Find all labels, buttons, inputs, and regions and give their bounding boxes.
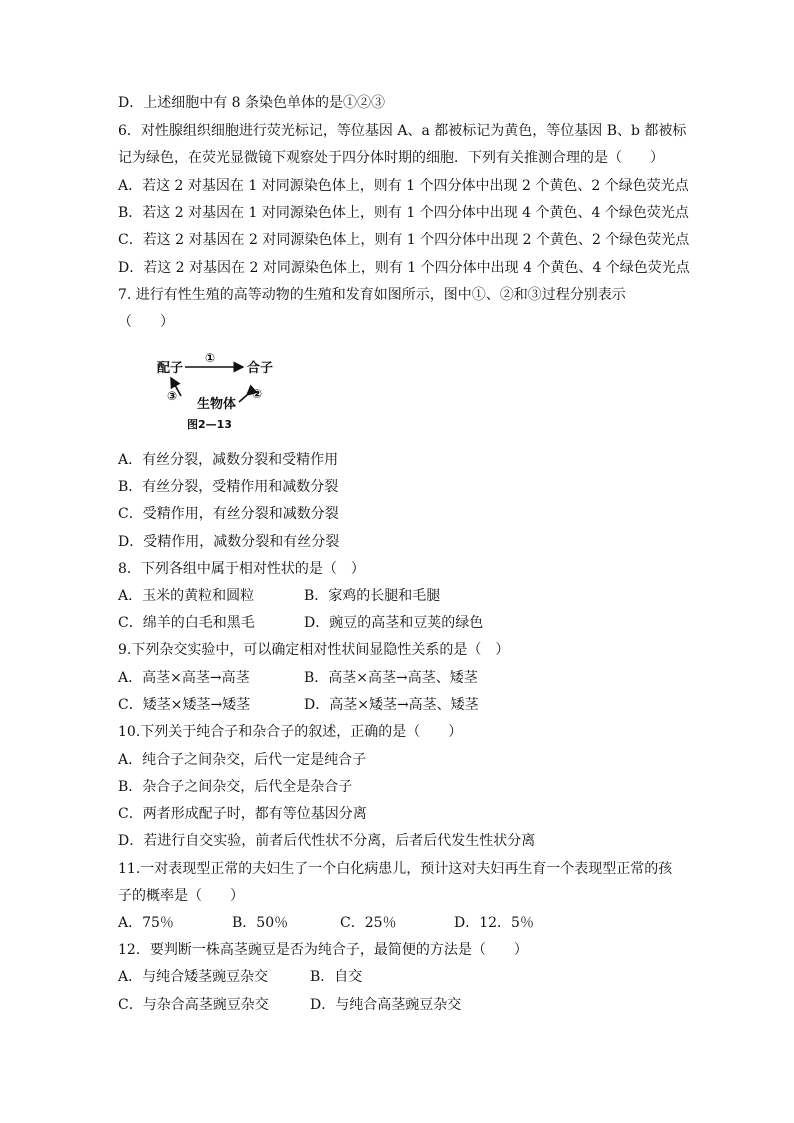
q6-option-d: D．若这 2 对基因在 2 对同源染色体上，则有 1 个四分体中出现 4 个黄色、4 个绿色荧光点 bbox=[118, 260, 690, 276]
q11-option-c: C．25％ bbox=[340, 915, 397, 931]
q10-option-a: A．纯合子之间杂交，后代一定是纯合子 bbox=[118, 752, 367, 768]
q12-options-row2 bbox=[118, 995, 462, 1015]
q10-option-d: D．若进行自交实验，前者后代性状不分离，后者后代发生性状分离 bbox=[118, 833, 536, 849]
q6-stem-line2: 记为绿色，在荧光显微镜下观察处于四分体时期的细胞．下列有关推测合理的是（ ） bbox=[118, 150, 664, 166]
q12-stem: 12．要判断一株高茎豌豆是否为纯合子，最简便的方法是（ ） bbox=[118, 942, 528, 958]
q8-option-c: C．绵羊的白毛和黑毛 bbox=[118, 615, 255, 631]
q10-stem: 10.下列关于纯合子和杂合子的叙述，正确的是（ ） bbox=[118, 724, 463, 740]
q8-option-d: D．豌豆的高茎和豆荚的绿色 bbox=[304, 615, 484, 631]
q7-option-b: B．有丝分裂，受精作用和减数分裂 bbox=[118, 479, 339, 495]
q7-option-a: A．有丝分裂，减数分裂和受精作用 bbox=[118, 452, 339, 468]
q5-option-d: D．上述细胞中有 8 条染色单体的是①②③ bbox=[118, 95, 386, 111]
node-organism: 生物体 bbox=[197, 397, 237, 412]
q8-option-b: B．家鸡的长腿和毛腿 bbox=[304, 588, 441, 604]
q6-stem-line1: 6．对性腺组织细胞进行荧光标记，等位基因 A、a 都被标记为黄色，等位基因 B、b 都被标 bbox=[118, 123, 687, 139]
q9-option-c: C．矮茎×矮茎→矮茎 bbox=[118, 697, 251, 713]
q7-option-d: D．受精作用，减数分裂和有丝分裂 bbox=[118, 534, 340, 550]
q8-options-row2 bbox=[118, 613, 484, 633]
q9-options-row1 bbox=[118, 668, 478, 688]
label-2: ② bbox=[252, 387, 263, 401]
q12-option-a: A．与纯合矮茎豌豆杂交 bbox=[118, 969, 269, 985]
q7-option-c: C．受精作用，有丝分裂和减数分裂 bbox=[118, 506, 339, 522]
q11-stem-line2: 子的概率是（ ） bbox=[118, 888, 244, 904]
q11-option-d: D．12．5％ bbox=[454, 915, 534, 931]
q11-option-a: A．75％ bbox=[118, 915, 174, 931]
q6-option-b: B．若这 2 对基因在 1 对同源染色体上，则有 1 个四分体中出现 4 个黄色、4 个绿色荧光点 bbox=[118, 205, 689, 221]
q12-option-b: B．自交 bbox=[310, 969, 363, 985]
q11-option-b: B．50％ bbox=[232, 915, 289, 931]
q9-option-a: A．高茎×高茎→高茎 bbox=[118, 670, 250, 686]
q12-option-c: C．与杂合高茎豌豆杂交 bbox=[118, 997, 269, 1013]
q9-options-row2 bbox=[118, 695, 479, 715]
q8-stem: 8．下列各组中属于相对性状的是（ ） bbox=[118, 561, 365, 577]
figure-caption: 图2—13 bbox=[187, 418, 232, 431]
q6-option-a: A．若这 2 对基因在 1 对同源染色体上，则有 1 个四分体中出现 2 个黄色、2 个绿色荧光点 bbox=[118, 178, 689, 194]
node-gamete: 配子 bbox=[157, 361, 184, 376]
q11-options-row bbox=[118, 913, 534, 933]
q7-stem-line2: （ ） bbox=[118, 314, 174, 330]
q11-stem-line1: 11.一对表现型正常的夫妇生了一个白化病患儿，预计这对夫妇再生育一个表现型正常的孩 bbox=[118, 861, 673, 877]
q10-option-b: B．杂合子之间杂交，后代全是杂合子 bbox=[118, 779, 353, 795]
label-1: ① bbox=[205, 351, 216, 365]
q6-option-c: C．若这 2 对基因在 2 对同源染色体上，则有 1 个四分体中出现 2 个黄色、2 个绿色荧光点 bbox=[118, 232, 690, 248]
q12-options-row1 bbox=[118, 967, 363, 987]
q10-option-c: C．两者形成配子时，都有等位基因分离 bbox=[118, 806, 367, 822]
q12-option-d: D．与纯合高茎豌豆杂交 bbox=[310, 997, 462, 1013]
reproduction-cycle-diagram bbox=[155, 348, 285, 434]
q8-option-a: A．玉米的黄粒和圆粒 bbox=[118, 588, 255, 604]
label-3: ③ bbox=[167, 389, 178, 403]
q8-options-row1 bbox=[118, 586, 441, 606]
q9-option-b: B．高茎×高茎→高茎、矮茎 bbox=[304, 670, 478, 686]
arrow-2 bbox=[239, 395, 247, 402]
node-zygote: 合子 bbox=[247, 361, 274, 376]
q7-stem-line1: 7. 进行有性生殖的高等动物的生殖和发育如图所示，图中①、②和③过程分别表示 bbox=[118, 287, 626, 303]
q9-stem: 9.下列杂交实验中，可以确定相对性状间显隐性关系的是（ ） bbox=[118, 642, 510, 658]
q9-option-d: D．高茎×矮茎→高茎、矮茎 bbox=[304, 697, 479, 713]
